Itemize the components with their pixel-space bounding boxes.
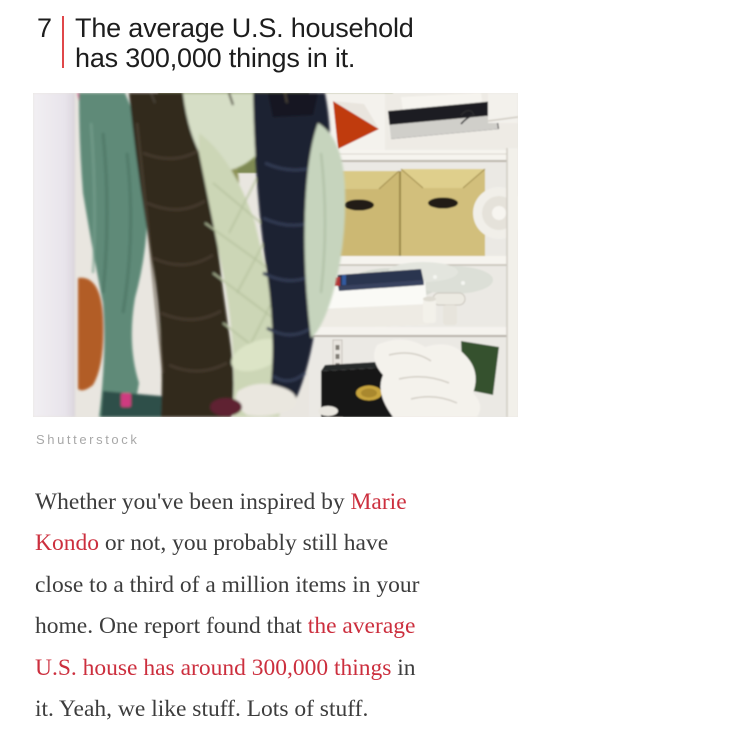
closet-photo [33,93,518,417]
paragraph-line [35,523,419,564]
inline-link[interactable]: Kondo [35,530,99,557]
paragraph-text: Whether you've been inspired by [35,489,351,515]
photo-credit: Shutterstock [36,432,140,447]
item-number: 7 [37,13,53,43]
paragraph-text: home. One report found that [35,613,308,640]
paragraph-text: in [391,654,416,681]
paragraph-line [35,606,419,647]
inline-link[interactable]: Marie [350,489,407,515]
item-header [37,13,414,73]
inline-link[interactable]: the average [307,613,416,640]
paragraph-line [35,482,419,523]
article-paragraph [35,482,419,730]
item-title-line-1: The average U.S. household [75,13,414,43]
paragraph-text: it. Yeah, we like stuff. Lots of stuff. [35,696,369,723]
paragraph-line [35,648,419,689]
paragraph-line [35,689,419,730]
item-number-divider [62,16,64,68]
inline-link[interactable]: U.S. house has around 300,000 things [35,654,392,681]
paragraph-text: close to a third of a million items in your [35,571,420,598]
paragraph-line [35,565,419,606]
paragraph-text: or not, you probably still have [98,530,389,557]
item-title-line-2: has 300,000 things in it. [75,43,356,73]
closet-photo-illustration [33,93,518,417]
item-title [75,13,414,73]
